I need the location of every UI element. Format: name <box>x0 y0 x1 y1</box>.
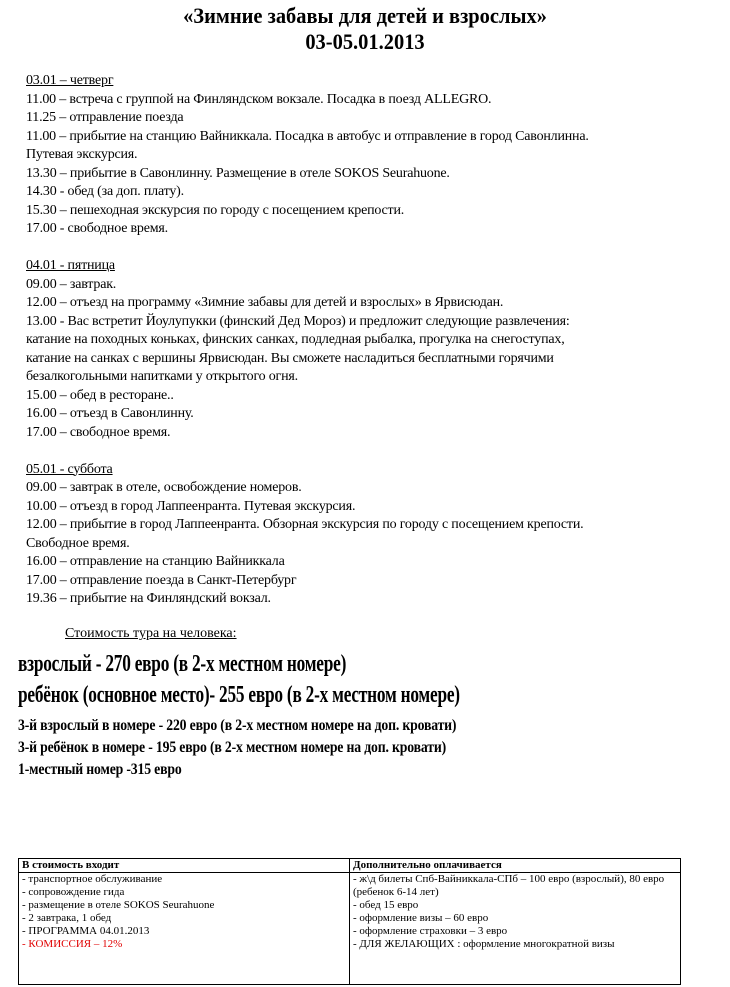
schedule-line: 09.00 – завтрак. <box>26 276 117 292</box>
inclusions-table <box>18 858 681 985</box>
table-header-row <box>19 859 681 873</box>
schedule-line: 11.25 – отправление поезда <box>26 110 184 125</box>
included-header: В стоимость входит <box>19 859 350 873</box>
included-item: - транспортное обслуживание <box>22 873 163 885</box>
schedule-line: 17.00 – отправление поезда в Санкт-Петербург <box>26 572 297 588</box>
day-header: 05.01 - суббота <box>26 461 113 477</box>
included-item: - сопровождение гида <box>22 886 125 898</box>
price-adult: взрослый - 270 евро (в 2-х местном номере) <box>18 651 347 677</box>
table-row <box>19 873 681 985</box>
schedule-line: Свободное время. <box>26 535 130 551</box>
schedule-line: 11.00 – прибытие на станцию Вайниккала. Посадка в автобус и отправление в город Савонлинна. <box>26 128 589 144</box>
schedule-line: 15.00 – обед в ресторане.. <box>26 387 174 403</box>
schedule-line: 11.00 – встреча с группой на Финляндском вокзале. Посадка в поезд ALLEGRO. <box>26 91 492 107</box>
schedule-line: 15.30 – пешеходная экскурсия по городу с посещением крепости. <box>26 202 405 218</box>
schedule-line: 16.00 – отъезд в Савонлинну. <box>26 406 194 421</box>
extra-item: - оформление визы – 60 евро <box>353 912 489 924</box>
price-single: 1-местный номер -315 евро <box>18 761 182 778</box>
schedule-line: 12.00 – отъезд на программу «Зимние забавы для детей и взрослых» в Ярвисюдан. <box>26 295 504 310</box>
document-dates: 03-05.01.2013 <box>305 29 425 54</box>
schedule-day <box>26 461 716 609</box>
schedule-line: катание на санках с вершины Ярвисюдан. Вы сможете насладиться бесплатными горячими <box>26 350 554 366</box>
schedule-line: 14.30 - обед (за доп. плату). <box>26 184 184 199</box>
included-item: - ПРОГРАММА 04.01.2013 <box>22 925 150 937</box>
extra-cell <box>350 873 681 985</box>
schedule-line: 19.36 – прибытие на Финляндский вокзал. <box>26 591 271 606</box>
schedule-line: 13.30 – прибытие в Савонлинну. Размещение в отеле SOKOS Seurahuone. <box>26 165 450 181</box>
schedule-line: 10.00 – отъезд в город Лаппеенранта. Путевая экскурсия. <box>26 498 356 514</box>
price-child: ребёнок (основное место)- 255 евро (в 2-х местном номере) <box>18 682 460 708</box>
document-title: «Зимние забавы для детей и взрослых» <box>183 3 547 28</box>
day-header: 03.01 – четверг <box>26 73 114 88</box>
schedule-line: 12.00 – прибытие в город Лаппеенранта. Обзорная экскурсия по городу с посещением крепости. <box>26 517 584 532</box>
schedule-line: 17.00 - свободное время. <box>26 221 168 236</box>
extra-item: - ж\д билеты Спб-Вайниккала-СПб – 100 евро (взрослый), 80 евро (ребенок 6-14 лет) <box>353 873 665 898</box>
schedule-line: Путевая экскурсия. <box>26 147 138 162</box>
included-item: - размещение в отеле SOKOS Seurahuone <box>22 899 215 911</box>
schedule-line: 13.00 - Вас встретит Йоулупукки (финский Дед Мороз) и предложит следующие развлечения: <box>26 313 570 329</box>
included-cell <box>19 873 350 985</box>
included-item: - 2 завтрака, 1 обед <box>22 912 112 924</box>
cost-label: Стоимость тура на человека: <box>65 626 237 641</box>
schedule-line: 16.00 – отправление на станцию Вайниккала <box>26 554 285 569</box>
extra-item: - оформление страховки – 3 евро <box>353 925 508 937</box>
extra-header: Дополнительно оплачивается <box>350 859 681 873</box>
extra-item: - ДЛЯ ЖЕЛАЮЩИХ : оформление многократной визы <box>353 938 615 950</box>
schedule-day <box>26 72 716 239</box>
day-header: 04.01 - пятница <box>26 258 115 273</box>
schedule <box>26 72 716 627</box>
price-third-adult: 3-й взрослый в номере - 220 евро (в 2-х местном номере на доп. кровати) <box>18 717 457 734</box>
schedule-line: 09.00 – завтрак в отеле, освобождение номеров. <box>26 480 302 495</box>
schedule-line: безалкогольными напитками у открытого огня. <box>26 369 298 384</box>
schedule-line: 17.00 – свободное время. <box>26 424 171 440</box>
schedule-day <box>26 257 716 442</box>
extra-item: - обед 15 евро <box>353 899 419 911</box>
commission-item: - КОМИССИЯ – 12% <box>22 938 123 950</box>
price-third-child: 3-й ребёнок в номере - 195 евро (в 2-х местном номере на доп. кровати) <box>18 739 447 756</box>
schedule-line: катание на походных коньках, финских санках, подледная рыбалка, прогулка на снегоступах, <box>26 332 565 347</box>
